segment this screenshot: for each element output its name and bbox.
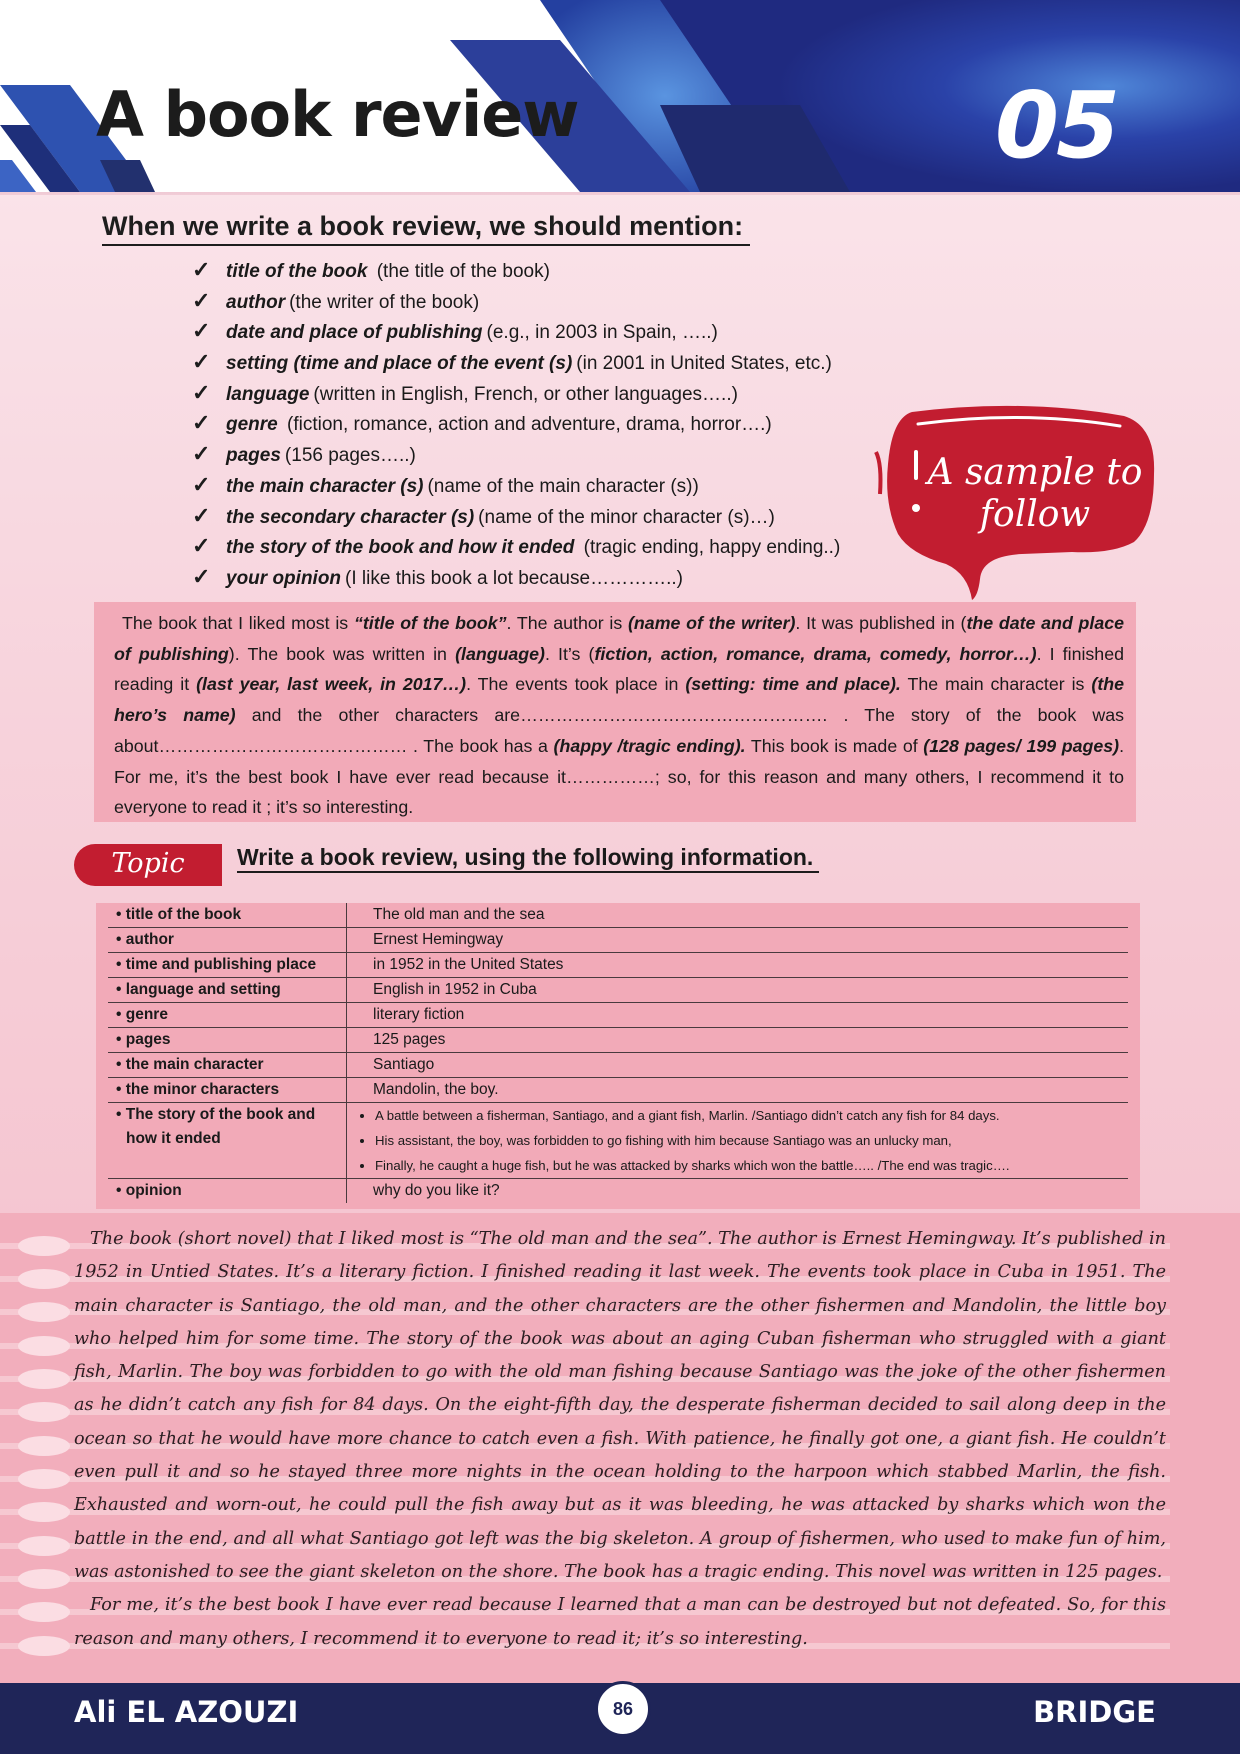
model-placeholder: (setting: time and place).: [685, 674, 901, 695]
checklist-item: [192, 408, 840, 439]
sample-bubble-text: [920, 452, 1150, 536]
model-placeholder: fiction, action, romance, drama, comedy, horror…): [594, 643, 1037, 664]
checklist-gloss: (in 2001 in United States, etc.): [576, 353, 832, 375]
model-text: The book that I liked most is: [122, 613, 354, 633]
checklist-gloss: (name of the minor character (s)…): [478, 506, 775, 528]
topic-instruction: Write a book review, using the following information.: [237, 844, 819, 873]
footer-book-name: BRIDGE: [1033, 1695, 1156, 1729]
page-footer: [0, 1683, 1240, 1754]
checklist-gloss: (the writer of the book): [289, 291, 480, 313]
checklist-item: [192, 470, 840, 501]
row-value: why do you like it?: [373, 1182, 500, 1199]
story-points: [359, 1103, 1128, 1178]
row-label: • genre: [108, 1003, 347, 1027]
sample-answer-section: [0, 1213, 1240, 1683]
model-placeholder: the date and place of publishing: [114, 613, 1125, 664]
row-label: [108, 1103, 347, 1178]
model-text: This book is made of: [745, 735, 924, 756]
page-title: A book review: [96, 78, 579, 151]
row-value: The old man and the sea: [373, 906, 545, 923]
row-label: • the minor characters: [108, 1078, 347, 1102]
table-row: [108, 953, 1128, 978]
row-value: [347, 1103, 1128, 1178]
checklist-gloss: (fiction, romance, action and adventure, drama, horror….): [281, 414, 772, 436]
model-text: The main character is: [900, 674, 1092, 695]
checklist-gloss: (156 pages…..): [284, 445, 416, 467]
model-text: and the other characters are……………………………………………. . The story of the book was about…………………………………… . The book has a: [114, 705, 1124, 756]
row-value: Mandolin, the boy.: [373, 1081, 499, 1098]
page-number: 86: [595, 1681, 651, 1737]
story-label-line-1: • The story of the book and: [116, 1106, 316, 1123]
check-icon: [192, 470, 222, 501]
checklist-item: [192, 439, 840, 470]
row-label: • author: [108, 928, 347, 952]
row-value: literary fiction: [373, 1006, 465, 1023]
check-icon: [192, 562, 222, 593]
model-text: . The events took place in: [466, 674, 686, 695]
model-placeholder: (happy /tragic ending).: [553, 735, 746, 756]
table-row: [108, 978, 1128, 1003]
list-item: • Finally, he caught a huge fish, but he was attacked by sharks which won the battle….. /The end was tragic….: [375, 1153, 1128, 1178]
model-paragraph-box: [94, 602, 1136, 822]
list-item: • A battle between a fisherman, Santiago, and a giant fish, Marlin. /Santiago didn’t catch any fish for 84 days.: [375, 1103, 1128, 1128]
info-table: [96, 903, 1140, 1209]
checklist-item: [192, 501, 840, 532]
table-row: [108, 1003, 1128, 1028]
checklist-gloss: (tragic ending, happy ending..): [578, 537, 841, 559]
story-label-line-2: how it ended: [126, 1130, 221, 1147]
review-checklist: [192, 255, 840, 593]
checklist-gloss: (name of the main character (s)): [427, 475, 699, 497]
model-text: . I finished reading it: [114, 643, 1124, 695]
check-icon: [192, 255, 222, 286]
row-label: • time and publishing place: [108, 953, 347, 977]
checklist-gloss: (written in English, French, or other languages…..): [313, 383, 738, 405]
table-row: [108, 903, 1128, 928]
checklist-gloss: (e.g., in 2003 in Spain, …..): [486, 322, 718, 344]
model-text: . The author is: [506, 613, 629, 633]
table-row: [108, 928, 1128, 953]
checklist-term: the main character (s): [226, 475, 424, 497]
bubble-line-1: A sample to: [927, 452, 1143, 493]
answer-paragraph-2: For me, it’s the best book I have ever read because I learned that a man can be destroyed but not defeated. So, for this reason and many others, I recommend it to everyone to read it; it’s so interesting.: [74, 1595, 1166, 1649]
model-placeholder: “title of the book”: [353, 613, 507, 633]
checklist-item: [192, 531, 840, 562]
row-label: • opinion: [108, 1179, 347, 1203]
model-placeholder: (name of the writer): [628, 613, 796, 633]
table-row: [108, 1078, 1128, 1103]
model-paragraph: [114, 608, 1124, 823]
row-label: • title of the book: [108, 903, 347, 927]
check-icon: [192, 286, 222, 317]
topic-badge: Topic: [74, 844, 222, 886]
answer-paragraph-1: The book (short novel) that I liked most is “The old man and the sea”. The author is Ernest Hemingway. It’s published in 1952 in Untied States. It’s a literary fiction. I finished reading it last week. The events took place in Cuba in 1951. The main character is Santiago, the old man, and the other characters are the other fishermen and Mandolin, the little boy who helped him for some time. The story of the book was about an aging Cuban fisherman who struggled with a giant fish, Marlin. The boy was forbidden to go with the old man fishing because Santiago was the joke of the other fishermen as he didn’t catch any fish for 84 days. On the eight-fifth day, the desperate fisherman decided to sail along deep in the ocean so that he would have more chance to catch even a fish. With patience, he finally got one, a giant fish. He couldn’t even pull it and so he stayed three more nights in the ocean holding to the harpoon which stabbed Marlin, the fish. Exhausted and worn-out, he could pull the fish away but as it was bleeding, he was attacked by sharks which won the battle in the end, and all what Santiago got left was the big skeleton. A group of fishermen, who used to make fun of him, was astonished to see the giant skeleton on the shore. The book has a tragic ending. This novel was written in 125 pages.: [74, 1229, 1166, 1582]
model-text: . It’s (: [544, 643, 595, 664]
footer-author: Ali EL AZOUZI: [74, 1695, 299, 1729]
page-header: [0, 0, 1240, 195]
checklist-item: [192, 562, 840, 593]
check-icon: [192, 408, 222, 439]
check-icon: [192, 439, 222, 470]
row-label: • the main character: [108, 1053, 347, 1077]
checklist-item: [192, 316, 840, 347]
table-row: [108, 1179, 1128, 1203]
row-label: • pages: [108, 1028, 347, 1052]
row-value: English in 1952 in Cuba: [373, 981, 537, 998]
checklist-item: [192, 255, 840, 286]
row-value: 125 pages: [373, 1031, 446, 1048]
checklist-term: pages: [226, 445, 281, 467]
checklist-item: [192, 378, 840, 409]
checklist-item: [192, 286, 840, 317]
table-row: [108, 1053, 1128, 1078]
list-item: • His assistant, the boy, was forbidden to go fishing with him because Santiago was an unlucky man,: [375, 1128, 1128, 1153]
checklist-term: setting (time and place of the event (s): [226, 353, 573, 375]
sample-answer-text: [74, 1223, 1166, 1656]
model-placeholder: (128 pages/ 199 pages): [923, 735, 1120, 756]
table-row-story: [108, 1103, 1128, 1179]
checklist-term: the story of the book and how it ended: [226, 537, 575, 559]
unit-number: 05: [995, 72, 1118, 179]
model-placeholder: (last year, last week, in 2017…): [196, 674, 467, 695]
check-icon: [192, 378, 222, 409]
section-heading: When we write a book review, we should mention:: [102, 211, 750, 246]
checklist-term: genre: [226, 414, 278, 436]
checklist-gloss: (I like this book a lot because…………..): [345, 567, 683, 589]
checklist-term: date and place of publishing: [226, 322, 483, 344]
model-text: . For me, it’s the best book I have ever read because it……………; so, for this reason and many others, I recommend it to everyone to read it ; it’s so interesting.: [114, 735, 1125, 818]
checklist-term: the secondary character (s): [226, 506, 475, 528]
checklist-gloss: (the title of the book): [371, 261, 550, 282]
table-row: [108, 1028, 1128, 1053]
model-placeholder: (the hero’s name): [114, 674, 1124, 726]
check-icon: [192, 347, 222, 378]
row-value: Ernest Hemingway: [373, 931, 504, 948]
row-value: Santiago: [373, 1056, 435, 1073]
checklist-item: [192, 347, 840, 378]
model-text: . It was published in (: [795, 613, 967, 633]
checklist-term: your opinion: [226, 567, 342, 589]
row-value: in 1952 in the United States: [373, 956, 564, 973]
check-icon: [192, 316, 222, 347]
bubble-line-2: follow: [979, 494, 1091, 535]
checklist-term: author: [226, 291, 286, 313]
check-icon: [192, 501, 222, 532]
row-label: • language and setting: [108, 978, 347, 1002]
check-icon: [192, 531, 222, 562]
model-placeholder: (language): [455, 643, 545, 664]
checklist-term: language: [226, 383, 310, 405]
model-text: ). The book was written in: [228, 643, 456, 664]
checklist-term: title of the book: [226, 261, 368, 282]
